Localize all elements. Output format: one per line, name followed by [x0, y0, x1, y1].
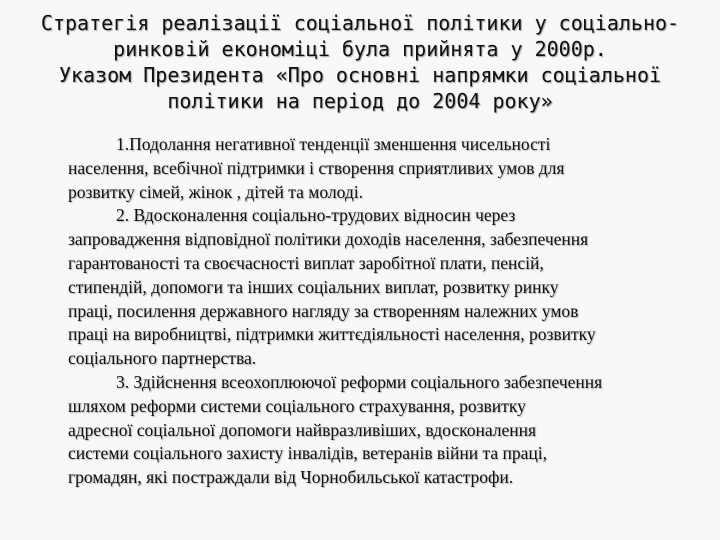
body-line: громадян, які постраждали від Чорнобильської катастрофи. — [68, 467, 514, 488]
body-line: гарантованості та своєчасності виплат заробітної плати, пенсій, — [68, 252, 544, 273]
body-line: системи соціального захисту інвалідів, ветеранів війни та праці, — [68, 443, 547, 464]
body-line: розвитку сімей, жінок , дітей та молоді. — [68, 181, 363, 202]
slide-title — [30, 10, 690, 114]
body-line: адресної соціальної допомоги найвразливіших, вдосконалення — [68, 419, 537, 440]
body-line: шляхом реформи системи соціального страхування, розвитку — [68, 395, 526, 416]
title-line: Указом Президента «Про основні напрямки соціальної — [58, 63, 662, 87]
body-line-item-2: 2. Вдосконалення соціально-трудових відносин через — [116, 205, 516, 226]
body-line-item-1: 1.Подолання негативної тенденції зменшення чисельності — [116, 134, 551, 154]
title-line: ринковій економіці була прийнята у 2000р. — [113, 37, 607, 61]
title-line: політики на період до 2004 року» — [167, 89, 553, 113]
slide-body — [68, 133, 698, 490]
body-line: стипендій, допомоги та інших соціальних виплат, розвитку ринку — [68, 276, 559, 297]
body-line: соціального партнерства. — [68, 348, 257, 369]
body-line: запровадження відповідної політики доходів населення, забезпечення — [68, 229, 589, 250]
body-line: населення, всебічної підтримки і створення сприятливих умов для — [68, 157, 565, 178]
title-line: Стратегія реалізації соціальної політики у соціально- — [40, 11, 680, 35]
body-line-item-3: 3. Здійснення всеохоплюючої реформи соціального забезпечення — [116, 371, 603, 392]
body-line: праці на виробництві, підтримки життєдіяльності населення, розвитку — [68, 324, 596, 345]
body-line: праці, посилення державного нагляду за створенням належних умов — [68, 300, 579, 321]
